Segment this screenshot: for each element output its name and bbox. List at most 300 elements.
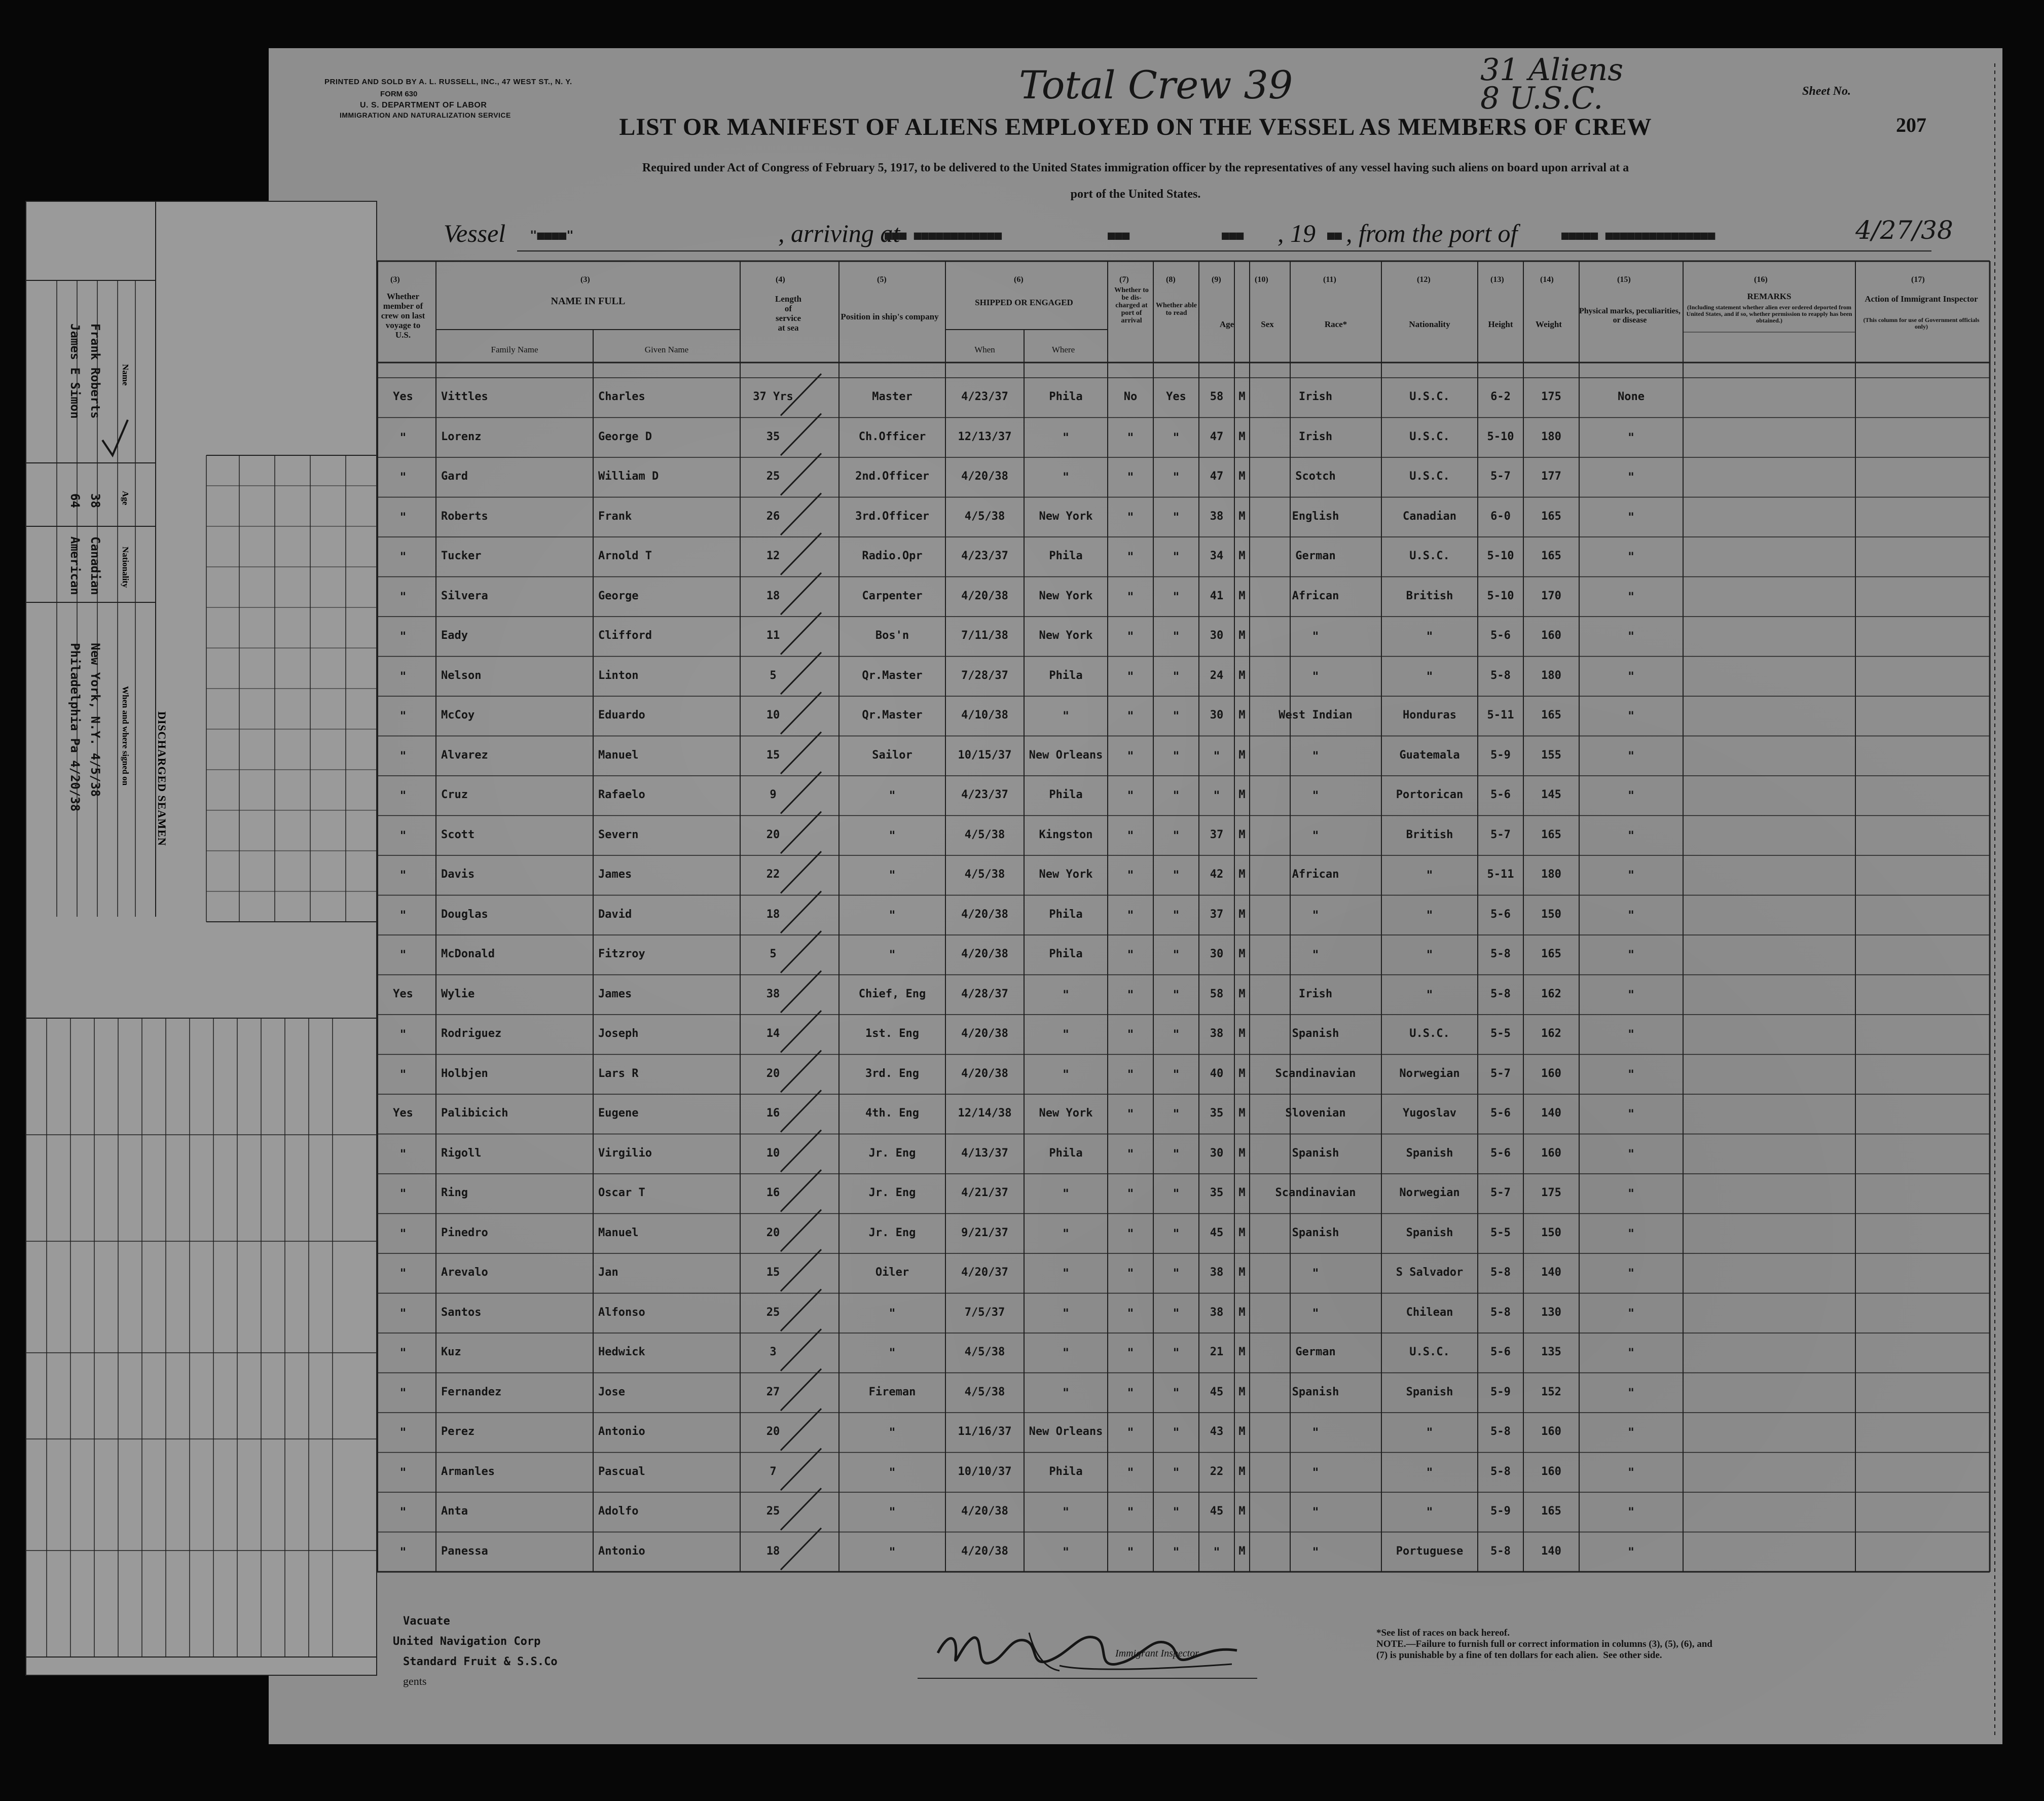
crew-given-name: Clifford [598, 629, 652, 642]
crew-physical-marks: " [1628, 1107, 1634, 1122]
crew-prior-voyage: " [399, 1266, 407, 1281]
crew-height: 5-7 [1490, 828, 1511, 841]
crew-row [269, 378, 2002, 418]
crew-race: Spanish [1292, 1385, 1339, 1398]
crew-prior-voyage: " [399, 748, 407, 763]
crew-physical-marks: " [1628, 629, 1634, 644]
crew-discharged: " [1127, 1226, 1134, 1241]
col-age-header: Age [1219, 319, 1234, 329]
crew-age: 34 [1210, 550, 1224, 563]
crew-shipped-where: Phila [1049, 1465, 1083, 1478]
crew-discharged: " [1127, 1505, 1134, 1520]
crew-discharged: " [1127, 1346, 1134, 1360]
crew-physical-marks: " [1628, 1067, 1634, 1082]
crew-shipped-where: " [1063, 470, 1069, 485]
crew-shipped-where: " [1063, 987, 1069, 1002]
crew-shipped-where: Phila [1049, 669, 1083, 682]
crew-family-name: Roberts [441, 510, 488, 523]
crew-service-length: 18 [766, 1544, 780, 1558]
handwritten-date: 4/27/38 [1855, 215, 1953, 245]
col-position-header: Position in ship's company [841, 312, 939, 321]
crew-discharged: " [1127, 1306, 1134, 1320]
crew-prior-voyage: " [399, 709, 407, 724]
crew-sex: M [1238, 1266, 1246, 1279]
crew-shipped-where: " [1063, 1346, 1069, 1360]
crew-able-to-read: " [1173, 1544, 1180, 1559]
inspector-signature [928, 1623, 1252, 1686]
crew-age: " [1213, 1544, 1220, 1559]
crew-race: Slovenian [1285, 1107, 1346, 1120]
crew-nationality: Spanish [1406, 1226, 1453, 1239]
crew-sex: M [1238, 1346, 1246, 1359]
crew-age: " [1213, 788, 1220, 803]
crew-race: Scandinavian [1275, 1067, 1356, 1080]
crew-given-name: Pascual [598, 1465, 645, 1478]
crew-able-to-read: " [1173, 1027, 1180, 1042]
crew-shipped-when: 4/20/38 [961, 470, 1008, 483]
crew-discharged: " [1127, 669, 1134, 683]
inspector-label: Immigrant Inspector [1115, 1648, 1199, 1659]
crew-prior-voyage: " [399, 788, 407, 803]
crew-given-name: David [598, 908, 632, 921]
crew-age: 21 [1210, 1346, 1224, 1359]
crew-nationality: " [1426, 1465, 1433, 1480]
col-prior-voyage-header: Whether member of crew on last voyage to U.S. [381, 292, 425, 340]
crew-able-to-read: " [1173, 629, 1180, 644]
crew-sex: M [1238, 589, 1246, 602]
crew-weight: 140 [1541, 1266, 1561, 1279]
crew-position: " [889, 1346, 896, 1360]
crew-position: 4th. Eng [865, 1107, 919, 1120]
crew-weight: 175 [1541, 1186, 1561, 1200]
crew-discharged: " [1127, 908, 1134, 922]
crew-position: " [889, 1425, 896, 1440]
crew-given-name: Joseph [598, 1027, 639, 1040]
crew-nationality: U.S.C. [1409, 390, 1450, 404]
crew-sex: M [1238, 828, 1246, 841]
crew-position: Master [872, 390, 912, 404]
crew-sex: M [1238, 788, 1246, 802]
crew-weight: 165 [1541, 948, 1561, 961]
crew-given-name: Charles [598, 390, 645, 404]
crew-service-length: 20 [766, 828, 780, 841]
crew-height: 5-7 [1490, 1186, 1511, 1200]
crew-able-to-read: " [1173, 828, 1180, 843]
crew-shipped-where: " [1063, 1505, 1069, 1520]
crew-service-length: 38 [766, 987, 780, 1000]
crew-given-name: Fitzroy [598, 948, 645, 961]
crew-prior-voyage: " [399, 589, 407, 604]
crew-able-to-read: " [1173, 510, 1180, 524]
column-number: (5) [877, 275, 887, 284]
crew-row [269, 855, 2002, 895]
crew-row [269, 497, 2002, 537]
crew-row [269, 776, 2002, 816]
crew-family-name: Wylie [441, 987, 475, 1000]
crew-weight: 160 [1541, 1146, 1561, 1160]
crew-service-length: 35 [766, 430, 780, 443]
crew-family-name: Armanles [441, 1465, 495, 1478]
crew-shipped-when: 4/20/38 [961, 1067, 1008, 1080]
column-number: (16) [1754, 275, 1768, 284]
crew-position: 3rd. Eng [865, 1067, 919, 1080]
crew-row [269, 1492, 2002, 1532]
crew-height: 5-10 [1487, 430, 1514, 443]
crew-height: 5-6 [1490, 1346, 1511, 1359]
slip-name-header: Name [121, 364, 130, 386]
col-when-header: When [974, 345, 995, 354]
crew-shipped-when: 4/23/37 [961, 788, 1008, 802]
crew-family-name: Ring [441, 1186, 468, 1200]
arrival-day: ■■■ [1222, 228, 1244, 242]
crew-given-name: James [598, 868, 632, 881]
crew-row [269, 975, 2002, 1015]
crew-prior-voyage: " [399, 1306, 407, 1320]
crew-able-to-read: " [1173, 788, 1180, 803]
crew-shipped-where: " [1063, 1544, 1069, 1559]
check-mark-icon [102, 420, 128, 455]
footer-note: *See list of races on back hereof. NOTE.—Failure to furnish full or correct information in columns (3), (5), (6), and (7) is punishable by a fine of ten dollars for each alien. See other side. [1376, 1628, 1712, 1661]
crew-prior-voyage: " [399, 550, 407, 564]
crew-race: Irish [1298, 390, 1333, 404]
crew-discharged: " [1127, 1425, 1134, 1440]
crew-prior-voyage: " [399, 948, 407, 962]
crew-sex: M [1238, 1186, 1246, 1200]
crew-race: " [1312, 788, 1319, 803]
crew-able-to-read: " [1173, 1465, 1180, 1480]
crew-race: " [1312, 1425, 1319, 1440]
crew-discharged: " [1127, 868, 1134, 883]
crew-able-to-read: " [1173, 550, 1180, 564]
crew-family-name: Panessa [441, 1544, 488, 1558]
agents-line-1: Vacuate [403, 1615, 450, 1628]
crew-age: 38 [1210, 510, 1224, 523]
crew-nationality: Honduras [1403, 709, 1456, 722]
crew-nationality: Canadian [1403, 510, 1456, 523]
crew-position: Jr. Eng [868, 1226, 916, 1239]
crew-physical-marks: " [1628, 1266, 1634, 1281]
crew-race: " [1312, 1266, 1319, 1281]
crew-service-length: 37 Yrs [753, 390, 793, 404]
crew-shipped-where: Phila [1049, 390, 1083, 404]
crew-weight: 175 [1541, 390, 1561, 404]
crew-given-name: James [598, 987, 632, 1000]
crew-race: Irish [1298, 987, 1333, 1000]
crew-position: " [889, 788, 896, 803]
crew-shipped-when: 4/20/38 [961, 908, 1008, 921]
crew-service-length: 20 [766, 1425, 780, 1438]
crew-weight: 162 [1541, 1027, 1561, 1040]
crew-family-name: Rodriguez [441, 1027, 502, 1040]
crew-family-name: Eady [441, 629, 468, 642]
crew-family-name: Alvarez [441, 748, 488, 762]
crew-sex: M [1238, 1027, 1246, 1040]
crew-physical-marks: " [1628, 470, 1634, 485]
crew-service-length: 18 [766, 908, 780, 921]
crew-race: Spanish [1292, 1226, 1339, 1239]
crew-race: Scotch [1295, 470, 1336, 483]
crew-nationality: U.S.C. [1409, 1346, 1450, 1359]
crew-discharged: " [1127, 1385, 1134, 1400]
crew-family-name: Cruz [441, 788, 468, 802]
printer-line: PRINTED AND SOLD BY A. L. RUSSELL, INC., 47 WEST ST., N. Y. [324, 78, 572, 86]
col-family-name-header: Family Name [491, 345, 538, 354]
crew-height: 5-8 [1490, 987, 1511, 1000]
col-discharged-header: Whether to be dis-charged at port of arrival [1114, 286, 1149, 325]
column-number: (3) [390, 275, 400, 284]
crew-age: 38 [1210, 1027, 1224, 1040]
crew-sex: M [1238, 1465, 1246, 1478]
crew-age: 47 [1210, 470, 1224, 483]
crew-sex: M [1238, 510, 1246, 523]
crew-given-name: Eugene [598, 1107, 639, 1120]
slip-row-1-age: 38 [88, 493, 102, 508]
crew-row [269, 816, 2002, 856]
crew-family-name: Douglas [441, 908, 488, 921]
crew-age: 58 [1210, 390, 1224, 404]
crew-height: 5-6 [1490, 629, 1511, 642]
crew-weight: 150 [1541, 908, 1561, 921]
crew-discharged: " [1127, 1027, 1134, 1042]
crew-service-length: 22 [766, 868, 780, 881]
column-number: (12) [1417, 275, 1431, 284]
crew-prior-voyage: " [399, 868, 407, 883]
slip-row-1-signed: New York, N.Y. 4/5/38 [88, 643, 102, 797]
crew-weight: 160 [1541, 629, 1561, 642]
slip-row-2-age: 64 [68, 493, 82, 508]
crew-nationality: Spanish [1406, 1146, 1453, 1160]
crew-race: Irish [1298, 430, 1333, 443]
crew-prior-voyage: " [399, 1226, 407, 1241]
crew-shipped-when: 4/21/37 [961, 1186, 1008, 1200]
crew-age: 45 [1210, 1385, 1224, 1398]
crew-row [269, 935, 2002, 975]
crew-weight: 165 [1541, 1505, 1561, 1518]
crew-shipped-when: 4/20/38 [961, 1027, 1008, 1040]
col-action-note: (This column for use of Government officials only) [1863, 316, 1980, 330]
crew-nationality: Portuguese [1396, 1544, 1464, 1558]
crew-shipped-when: 4/28/37 [961, 987, 1008, 1000]
crew-shipped-when: 4/20/38 [961, 1505, 1008, 1518]
agents-line-2: United Navigation Corp [393, 1635, 541, 1648]
crew-physical-marks: " [1628, 550, 1634, 564]
crew-physical-marks: " [1628, 908, 1634, 922]
crew-service-length: 18 [766, 589, 780, 602]
crew-race: " [1312, 629, 1319, 644]
crew-service-length: 25 [766, 1306, 780, 1319]
crew-shipped-when: 4/5/38 [964, 1385, 1005, 1398]
crew-race: English [1292, 510, 1339, 523]
col-shipped-header: SHIPPED OR ENGAGED [975, 298, 1073, 307]
col-remarks-note: (Including statement whether alien ever ordered deported from United States, and if so, whether permission to reapply has been obtained.) [1686, 304, 1852, 324]
crew-height: 5-8 [1490, 1306, 1511, 1319]
crew-physical-marks: " [1628, 1186, 1634, 1201]
crew-shipped-when: 4/13/37 [961, 1146, 1008, 1160]
crew-family-name: Gard [441, 470, 468, 483]
manifest-title: LIST OR MANIFEST OF ALIENS EMPLOYED ON THE VESSEL AS MEMBERS OF CREW [619, 114, 1652, 140]
crew-shipped-where: New York [1039, 589, 1093, 602]
crew-nationality: U.S.C. [1409, 470, 1450, 483]
vessel-name: "■■■■" [530, 228, 574, 242]
crew-sex: M [1238, 550, 1246, 563]
crew-prior-voyage: " [399, 470, 407, 485]
crew-family-name: Tucker [441, 550, 482, 563]
handwritten-alien-count: 31 Aliens 8 U.S.C. [1480, 52, 1624, 116]
crew-given-name: Jan [598, 1266, 618, 1279]
crew-row [269, 1253, 2002, 1293]
crew-given-name: Hedwick [598, 1346, 645, 1359]
crew-physical-marks: " [1628, 709, 1634, 724]
crew-shipped-where: " [1063, 709, 1069, 724]
crew-family-name: Perez [441, 1425, 475, 1438]
crew-given-name: Frank [598, 510, 632, 523]
slip-row-2-nationality: American [68, 536, 82, 595]
col-height-header: Height [1488, 319, 1513, 329]
crew-physical-marks: " [1628, 828, 1634, 843]
column-number: (8) [1166, 275, 1176, 284]
crew-able-to-read: " [1173, 868, 1180, 883]
crew-age: 35 [1210, 1107, 1224, 1120]
crew-service-length: 12 [766, 550, 780, 563]
crew-shipped-when: 4/5/38 [964, 510, 1005, 523]
crew-able-to-read: " [1173, 1346, 1180, 1360]
crew-shipped-where: " [1063, 1067, 1069, 1082]
crew-able-to-read: " [1173, 1186, 1180, 1201]
crew-race: African [1292, 868, 1339, 881]
crew-shipped-where: New Orleans [1029, 1425, 1103, 1438]
crew-prior-voyage: " [399, 510, 407, 524]
crew-able-to-read: " [1173, 589, 1180, 604]
crew-prior-voyage: Yes [393, 390, 413, 404]
crew-prior-voyage: " [399, 669, 407, 683]
crew-shipped-when: 4/20/37 [961, 1266, 1008, 1279]
crew-row [269, 1293, 2002, 1334]
column-number: (10) [1255, 275, 1268, 284]
sheet-number: 207 [1896, 114, 1926, 136]
crew-position: Oiler [875, 1266, 909, 1279]
crew-age: 58 [1210, 987, 1224, 1000]
crew-shipped-when: 4/20/38 [961, 1544, 1008, 1558]
crew-row [269, 1055, 2002, 1095]
col-length-service-header: Length of service at sea [775, 294, 801, 333]
crew-height: 5-10 [1487, 550, 1514, 563]
arriving-label: , arriving at [778, 219, 900, 247]
crew-discharged: " [1127, 470, 1134, 485]
crew-height: 5-8 [1490, 669, 1511, 682]
crew-service-length: 25 [766, 470, 780, 483]
crew-prior-voyage: " [399, 1544, 407, 1559]
crew-given-name: Jose [598, 1385, 625, 1398]
crew-prior-voyage: " [399, 1146, 407, 1161]
crew-sex: M [1238, 868, 1246, 881]
crew-sex: M [1238, 1067, 1246, 1080]
crew-race: " [1312, 1505, 1319, 1520]
crew-nationality: " [1426, 908, 1433, 922]
crew-sex: M [1238, 1146, 1246, 1160]
crew-shipped-where: Phila [1049, 908, 1083, 921]
crew-age: 38 [1210, 1306, 1224, 1319]
crew-shipped-where: " [1063, 1186, 1069, 1201]
slip-age-header: Age [121, 491, 130, 506]
crew-race: " [1312, 748, 1319, 763]
crew-prior-voyage: " [399, 1027, 407, 1042]
crew-nationality: Chilean [1406, 1306, 1453, 1319]
crew-race: Spanish [1292, 1027, 1339, 1040]
crew-discharged: " [1127, 550, 1134, 564]
column-number: (13) [1490, 275, 1504, 284]
crew-height: 5-10 [1487, 589, 1514, 602]
crew-family-name: Pinedro [441, 1226, 488, 1239]
crew-sex: M [1238, 1306, 1246, 1319]
crew-shipped-when: 7/28/37 [961, 669, 1008, 682]
crew-nationality: British [1406, 589, 1453, 602]
crew-shipped-where: " [1063, 430, 1069, 445]
column-number: (7) [1119, 275, 1129, 284]
crew-age: 30 [1210, 1146, 1224, 1160]
crew-family-name: Scott [441, 828, 475, 841]
crew-race: Scandinavian [1275, 1186, 1356, 1200]
crew-weight: 130 [1541, 1306, 1561, 1319]
column-number: (14) [1540, 275, 1554, 284]
crew-able-to-read: " [1173, 1266, 1180, 1281]
crew-nationality: " [1426, 987, 1433, 1002]
crew-weight: 140 [1541, 1107, 1561, 1120]
crew-height: 6-2 [1490, 390, 1511, 404]
arriving-port: ■■■ ■■■■■■■■■■■■ [885, 228, 1002, 242]
crew-age: 24 [1210, 669, 1224, 682]
col-remarks-header: REMARKS [1747, 292, 1792, 301]
crew-family-name: Silvera [441, 589, 488, 602]
crew-age: 37 [1210, 908, 1224, 921]
discharged-seamen-slip [25, 201, 377, 1676]
crew-age: 30 [1210, 709, 1224, 722]
crew-prior-voyage: Yes [393, 1107, 413, 1120]
crew-family-name: Palibicich [441, 1107, 508, 1120]
crew-row [269, 1532, 2002, 1572]
col-sex-header: Sex [1261, 319, 1274, 329]
crew-weight: 155 [1541, 748, 1561, 762]
crew-weight: 180 [1541, 669, 1561, 682]
subtitle-line-1: Required under Act of Congress of February 5, 1917, to be delivered to the United States immigration officer by the representatives of any vessel having such aliens on board upon arrival at a [642, 161, 1629, 174]
crew-sex: M [1238, 709, 1246, 722]
crew-sex: M [1238, 1385, 1246, 1398]
crew-age: 45 [1210, 1505, 1224, 1518]
crew-shipped-when: 11/16/37 [958, 1425, 1012, 1438]
crew-able-to-read: " [1173, 1226, 1180, 1241]
crew-discharged: " [1127, 629, 1134, 644]
crew-physical-marks: " [1628, 1544, 1634, 1559]
crew-discharged: " [1127, 1107, 1134, 1122]
crew-position: " [889, 1306, 896, 1320]
crew-shipped-where: New York [1039, 629, 1093, 642]
crew-given-name: Manuel [598, 1226, 639, 1239]
crew-family-name: Nelson [441, 669, 482, 682]
crew-given-name: Lars R [598, 1067, 639, 1080]
crew-able-to-read: " [1173, 748, 1180, 763]
crew-physical-marks: " [1628, 948, 1634, 962]
crew-physical-marks: " [1628, 748, 1634, 763]
crew-able-to-read: " [1173, 1425, 1180, 1440]
crew-height: 5-8 [1490, 1465, 1511, 1478]
crew-race: " [1312, 948, 1319, 962]
crew-shipped-when: 4/5/38 [964, 1346, 1005, 1359]
crew-sex: M [1238, 748, 1246, 762]
crew-sex: M [1238, 470, 1246, 483]
handwritten-total-crew: Total Crew 39 [1019, 62, 1293, 107]
crew-service-length: 27 [766, 1385, 780, 1398]
crew-position: 1st. Eng [865, 1027, 919, 1040]
crew-position: Jr. Eng [868, 1186, 916, 1200]
